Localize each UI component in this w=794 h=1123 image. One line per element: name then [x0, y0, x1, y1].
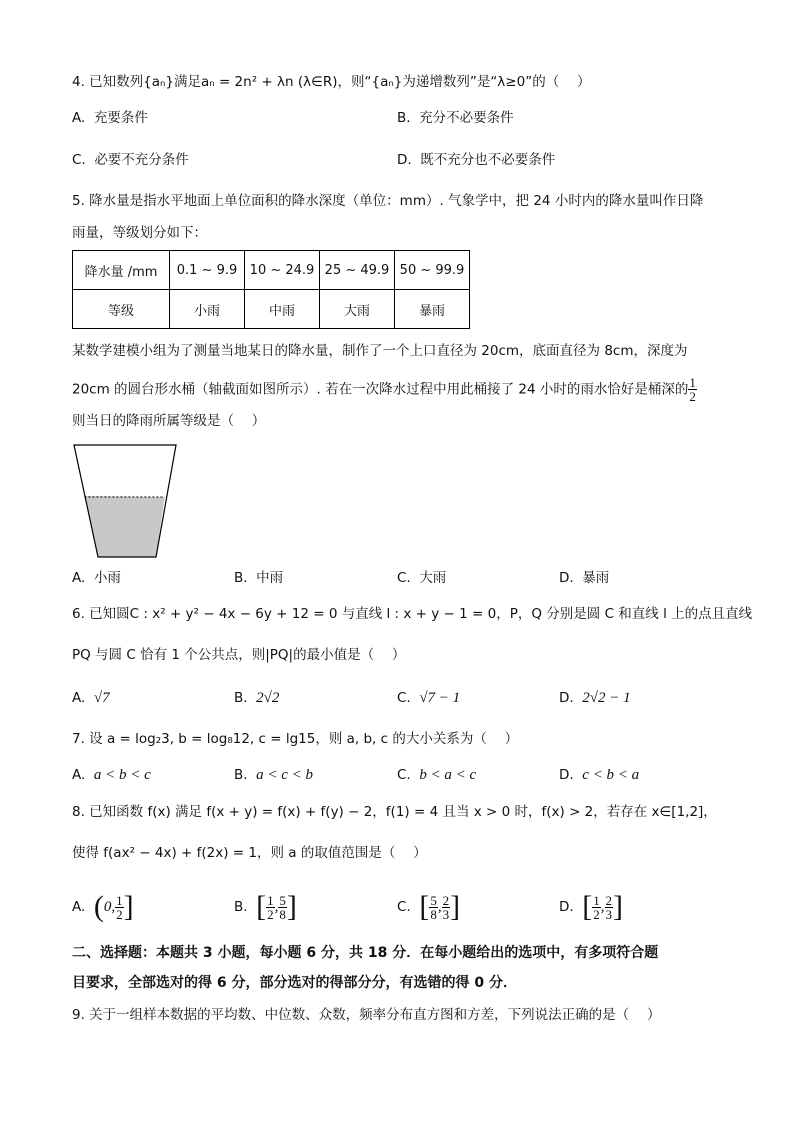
q6-option-d: D. 2√2 − 1 [559, 690, 631, 706]
section-2-heading-line-2: 目要求，全部选对的得 6 分，部分选对的得部分分，有选错的得 0 分． [72, 975, 517, 991]
q8-option-a: A. (0, $\frac{1}{2}$ ] [72, 890, 134, 923]
q8-option-d: D. [ $\frac{1}{2}$ , $\frac{2}{3}$ ] [559, 890, 624, 923]
table-header-cell: 降水量 /mm [73, 251, 170, 290]
q5-option-c: C. 大雨 [397, 570, 447, 586]
q4-stem: 4. 已知数列{aₙ}满足aₙ = 2n² + λn (λ∈R)，则“{aₙ}为递增数列”是“λ≥0”的（ ） [72, 74, 591, 90]
one-half-fraction: $\frac{1}{2}$ [689, 375, 696, 404]
q4-option-a: A. 充要条件 [72, 110, 148, 126]
q5-line-2: 雨量，等级划分如下： [72, 225, 207, 241]
q5-line-4: 20cm 的圆台形水桶（轴截面如图所示）. 若在一次降水过程中用此桶接了 24 小时的雨水恰好是桶深的 $\frac{1}{2}$ [72, 375, 696, 404]
table-header-cell: 10 ~ 24.9 [245, 251, 320, 290]
q5-line-3: 某数学建模小组为了测量当地某日的降水量，制作了一个上口直径为 20cm，底面直径为 8cm，深度为 [72, 343, 688, 359]
rainfall-grade-table [72, 250, 470, 329]
table-header-cell: 25 ~ 49.9 [320, 251, 395, 290]
q4-option-c: C. 必要不充分条件 [72, 152, 189, 168]
table-cell: 暴雨 [395, 290, 470, 329]
table-cell: 等级 [73, 290, 170, 329]
table-header-cell: 0.1 ~ 9.9 [170, 251, 245, 290]
q8-option-b: B. [ $\frac{1}{2}$ , $\frac{5}{8}$ ] [234, 890, 297, 923]
q7-option-b: B. a < c < b [234, 767, 314, 783]
table-cell: 大雨 [320, 290, 395, 329]
q6-line-2: PQ 与圆 C 恰有 1 个公共点，则|PQ|的最小值是（ ） [72, 647, 406, 663]
q9-line-1: 9. 关于一组样本数据的平均数、中位数、众数，频率分布直方图和方差，下列说法正确的是（ ） [72, 1007, 661, 1023]
table-row [73, 251, 470, 290]
table-cell: 中雨 [245, 290, 320, 329]
bucket-diagram [70, 440, 182, 562]
q6-option-b: B. 2√2 [234, 690, 280, 706]
q8-line-1: 8. 已知函数 f(x) 满足 f(x + y) = f(x) + f(y) − 2，f(1) = 4 且当 x > 0 时，f(x) > 2，若存在 x∈[1,2]， [72, 804, 717, 820]
q6-line-1: 6. 已知圆C : x² + y² − 4x − 6y + 12 = 0 与直线 l : x + y − 1 = 0，P，Q 分别是圆 C 和直线 l 上的点且直线 [72, 606, 753, 622]
q4-option-d: D. 既不充分也不必要条件 [397, 152, 556, 168]
q5-line-1: 5. 降水量是指水平地面上单位面积的降水深度（单位：mm）. 气象学中，把 24 小时内的降水量叫作日降 [72, 193, 704, 209]
q7-option-a: A. a < b < c [72, 767, 151, 783]
q5-option-a: A. 小雨 [72, 570, 121, 586]
q7-line-1: 7. 设 a = log₂3, b = log₈12, c = lg15，则 a, b, c 的大小关系为（ ） [72, 731, 519, 747]
q5-line-5: 则当日的降雨所属等级是（ ） [72, 413, 266, 429]
q5-option-b: B. 中雨 [234, 570, 284, 586]
table-header-cell: 50 ~ 99.9 [395, 251, 470, 290]
table-row [73, 290, 470, 329]
q4-option-b: B. 充分不必要条件 [397, 110, 514, 126]
q6-option-a: A. √7 [72, 690, 110, 706]
q5-option-d: D. 暴雨 [559, 570, 610, 586]
q6-option-c: C. √7 − 1 [397, 690, 461, 706]
q8-option-c: C. [ $\frac{5}{8}$ , $\frac{2}{3}$ ] [397, 890, 461, 923]
q7-option-c: C. b < a < c [397, 767, 477, 783]
q8-line-2: 使得 f(ax² − 4x) + f(2x) = 1，则 a 的取值范围是（ ） [72, 845, 427, 861]
section-2-heading-line-1: 二、选择题：本题共 3 小题，每小题 6 分，共 18 分．在每小题给出的选项中，有多项符合题 [72, 945, 659, 961]
table-cell: 小雨 [170, 290, 245, 329]
q7-option-d: D. c < b < a [559, 767, 640, 783]
